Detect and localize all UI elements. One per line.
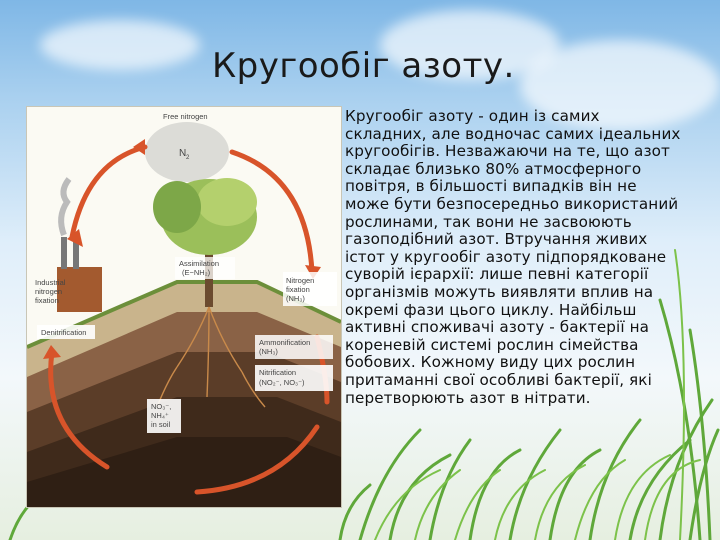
svg-text:(NH₃): (NH₃) [259,347,278,356]
svg-text:2: 2 [186,155,190,161]
nitrification-label: Nitrification [259,368,297,377]
slide-body-text: Кругообіг азоту - один із самих складних, але водночас самих ідеальних кругообігів. Незважаючи на те, що азот складає близько 80% атмосферного повітря, в більшості випадків він не може бути безпосередньо використаний рослинами, так вони не засвоюють газоподібний азот. Втручання живих істот у кругообіг азоту підпорядковане суворій ієрархії: лише певні категорії організмів можуть виявляти вплив на окремі фази цього циклу. Найбільш активні споживачі азоту - бактерії на кореневій системі рослин сімейства бобових. Кожному виду цих рослин притаманні свої особливі бактерії, які перетворюють азот в нітрати. [345,107,681,407]
svg-text:(NH₃): (NH₃) [286,294,305,303]
assimilation-label: Assimilation [179,259,220,268]
svg-text:NH₄⁺: NH₄⁺ [151,411,169,420]
svg-text:(NO₂⁻, NO₃⁻): (NO₂⁻, NO₃⁻) [259,378,305,387]
n2-label: N [179,148,187,159]
slide-title: Кругообіг азоту. [212,46,515,86]
denitrification-label: Denitrification [41,328,87,337]
free-nitrogen-label: Free nitrogen [163,112,208,121]
ammonification-label: Ammonification [259,338,311,347]
nitrogen-cycle-diagram [26,106,342,508]
svg-text:(E−NH₂): (E−NH₂) [182,268,211,277]
n2-cloud [145,122,229,182]
svg-text:fixation: fixation [286,285,310,294]
svg-text:nitrogen: nitrogen [35,287,63,296]
soil-nitrogen-label: NO₃⁻, [151,402,172,411]
svg-text:fixation: fixation [35,296,59,305]
industrial-fixation-label: Industrial [35,278,66,287]
factory [57,267,102,312]
svg-text:in soil: in soil [151,420,171,429]
nitrogen-fixation-label: Nitrogen [286,276,315,285]
